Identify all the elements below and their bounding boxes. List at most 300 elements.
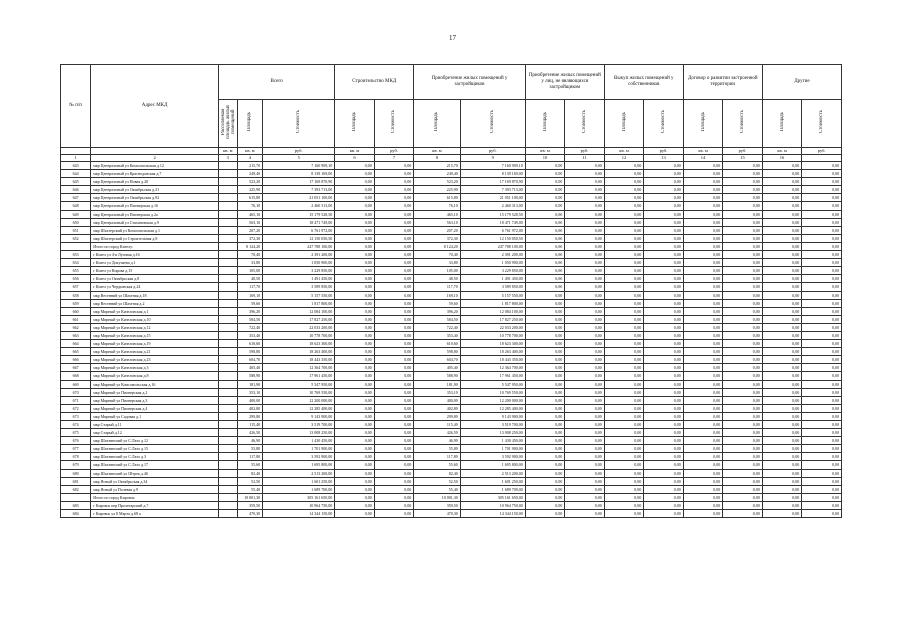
cell-developer-cost: 17 827 250,00 <box>460 315 525 323</box>
header-col-number: 13 <box>644 155 684 162</box>
header-sub-area: Площадь <box>683 100 723 148</box>
cell-zero-value: 0,00 <box>525 437 565 445</box>
cell-total-area: 588,90 <box>237 372 263 380</box>
cell-construction-area: 0,00 <box>335 356 375 364</box>
cell-construction-cost: 0,00 <box>374 372 414 380</box>
cell-address: мкр Центральный ул Краснодонская д.7 <box>91 170 219 178</box>
cell-zero-value: 0,00 <box>683 453 723 461</box>
cell-total-cost: 5 157 550,00 <box>263 291 335 299</box>
cell-row-no: 646 <box>61 186 91 194</box>
cell-zero-value: 0,00 <box>644 421 684 429</box>
cell-row-no: 673 <box>61 412 91 420</box>
cell-address: мкр Шахтерский ул Комсомольская д.1 <box>91 226 219 234</box>
cell-zero-value: 0,00 <box>802 356 842 364</box>
cell-total-cost: 3 229 850,00 <box>263 267 335 275</box>
cell-address: мкр Мирный ул Садовая д.1 <box>91 412 219 420</box>
cell-zero-value: 0,00 <box>723 340 763 348</box>
table-row <box>61 477 842 485</box>
table-row <box>61 372 842 380</box>
cell-zero-value: 0,00 <box>762 170 802 178</box>
cell-construction-cost: 0,00 <box>374 421 414 429</box>
table-row <box>61 299 842 307</box>
header-col-number <box>802 155 842 162</box>
cell-resettled-area <box>219 299 238 307</box>
cell-construction-area: 0,00 <box>335 380 375 388</box>
cell-row-no: 681 <box>61 477 91 485</box>
cell-zero-value: 0,00 <box>683 372 723 380</box>
cell-zero-value: 0,00 <box>565 501 605 509</box>
cell-construction-cost: 0,00 <box>374 283 414 291</box>
cell-zero-value: 0,00 <box>802 404 842 412</box>
cell-construction-area: 0,00 <box>335 291 375 299</box>
cell-zero-value: 0,00 <box>802 323 842 331</box>
cell-construction-area: 0,00 <box>335 437 375 445</box>
cell-resettled-area <box>219 218 238 226</box>
cell-zero-value: 0,00 <box>762 437 802 445</box>
cell-zero-value: 0,00 <box>644 380 684 388</box>
cell-row-no: 645 <box>61 178 91 186</box>
cell-address: мкр Центральный ул Новая д.20 <box>91 178 219 186</box>
cell-zero-value: 0,00 <box>723 331 763 339</box>
cell-developer-cost: 1 050 900,00 <box>460 259 525 267</box>
table-row <box>61 461 842 469</box>
cell-resettled-area <box>219 210 238 218</box>
cell-resettled-area <box>219 186 238 194</box>
cell-zero-value: 0,00 <box>683 510 723 518</box>
cell-zero-value: 0,00 <box>683 291 723 299</box>
cell-construction-area: 0,00 <box>335 186 375 194</box>
cell-developer-area: 169,10 <box>414 291 460 299</box>
cell-resettled-area <box>219 412 238 420</box>
cell-construction-area: 0,00 <box>335 234 375 242</box>
cell-zero-value: 0,00 <box>683 218 723 226</box>
cell-total-area: 169,10 <box>237 291 263 299</box>
cell-zero-value: 0,00 <box>762 291 802 299</box>
cell-row-no: 672 <box>61 404 91 412</box>
cell-row-no: 667 <box>61 364 91 372</box>
cell-total-area: 402,80 <box>237 404 263 412</box>
cell-zero-value: 0,00 <box>762 364 802 372</box>
cell-resettled-area <box>219 380 238 388</box>
cell-zero-value: 0,00 <box>723 267 763 275</box>
cell-developer-area: 115,40 <box>414 421 460 429</box>
header-unit: кв. м <box>525 148 565 155</box>
cell-developer-cost: 7 160 909,10 <box>460 162 525 170</box>
cell-address: мкр Мирный ул Кизеловская д.21 <box>91 348 219 356</box>
cell-zero-value: 0,00 <box>604 234 644 242</box>
cell-zero-value: 0,00 <box>644 202 684 210</box>
cell-resettled-area <box>219 445 238 453</box>
cell-zero-value: 0,00 <box>525 429 565 437</box>
cell-zero-value: 0,00 <box>762 421 802 429</box>
cell-zero-value: 0,00 <box>525 251 565 259</box>
cell-zero-value: 0,00 <box>762 331 802 339</box>
cell-zero-value: 0,00 <box>802 461 842 469</box>
cell-zero-value: 0,00 <box>604 299 644 307</box>
cell-zero-value: 0,00 <box>525 348 565 356</box>
cell-developer-area: 610,60 <box>414 340 460 348</box>
table-row <box>61 388 842 396</box>
cell-zero-value: 0,00 <box>565 461 605 469</box>
cell-construction-cost: 0,00 <box>374 396 414 404</box>
cell-zero-value: 0,00 <box>604 251 644 259</box>
header-unit-blank <box>91 148 219 155</box>
cell-construction-cost: 0,00 <box>374 162 414 170</box>
cell-zero-value: 0,00 <box>762 348 802 356</box>
cell-total-cost: 14 344 150,00 <box>263 510 335 518</box>
cell-zero-value: 0,00 <box>604 202 644 210</box>
cell-resettled-area <box>219 259 238 267</box>
cell-address: мкр Мирный ул Пионерская д.3 <box>91 396 219 404</box>
cell-developer-cost: 18 471 749,00 <box>460 218 525 226</box>
cell-resettled-area <box>219 275 238 283</box>
cell-zero-value: 0,00 <box>604 445 644 453</box>
cell-zero-value: 0,00 <box>644 170 684 178</box>
cell-total-cost: 2 513 200,00 <box>263 469 335 477</box>
header-unit: руб. <box>460 148 525 155</box>
cell-zero-value: 0,00 <box>565 210 605 218</box>
cell-zero-value: 0,00 <box>762 396 802 404</box>
cell-resettled-area <box>219 234 238 242</box>
cell-row-no <box>61 242 91 250</box>
table-row <box>61 421 842 429</box>
header-col-number: 1 <box>61 155 91 162</box>
cell-zero-value: 0,00 <box>565 315 605 323</box>
table-row <box>61 364 842 372</box>
table-row <box>61 331 842 339</box>
cell-row-no <box>61 493 91 501</box>
cell-construction-area: 0,00 <box>335 259 375 267</box>
header-col-number: 11 <box>565 155 605 162</box>
cell-resettled-area <box>219 242 238 250</box>
cell-resettled-area <box>219 364 238 372</box>
table-row <box>61 178 842 186</box>
cell-zero-value: 0,00 <box>762 251 802 259</box>
cell-developer-area: 400,00 <box>414 396 460 404</box>
cell-zero-value: 0,00 <box>604 242 644 250</box>
cell-developer-area: 523,20 <box>414 178 460 186</box>
cell-zero-value: 0,00 <box>525 469 565 477</box>
cell-row-no: 674 <box>61 421 91 429</box>
cell-total-area: 465,10 <box>237 210 263 218</box>
cell-zero-value: 0,00 <box>802 380 842 388</box>
cell-construction-cost: 0,00 <box>374 307 414 315</box>
cell-zero-value: 0,00 <box>525 315 565 323</box>
cell-construction-area: 0,00 <box>335 162 375 170</box>
cell-total-cost: 18 443 350,00 <box>263 356 335 364</box>
cell-address: г Кизел ул 4-я Луговая д.16 <box>91 251 219 259</box>
cell-zero-value: 0,00 <box>525 331 565 339</box>
table-row <box>61 445 842 453</box>
cell-zero-value: 0,00 <box>802 477 842 485</box>
cell-total-area: 207,20 <box>237 226 263 234</box>
cell-developer-area: 598,80 <box>414 348 460 356</box>
cell-zero-value: 0,00 <box>723 210 763 218</box>
header-unit: руб. <box>802 148 842 155</box>
cell-zero-value: 0,00 <box>644 210 684 218</box>
cell-zero-value: 0,00 <box>644 364 684 372</box>
cell-developer-area: 588,90 <box>414 372 460 380</box>
cell-zero-value: 0,00 <box>565 421 605 429</box>
cell-zero-value: 0,00 <box>723 348 763 356</box>
cell-resettled-area <box>219 323 238 331</box>
cell-developer-cost: 9 143 900,00 <box>460 412 525 420</box>
cell-zero-value: 0,00 <box>802 178 842 186</box>
header-unit: кв. м <box>219 148 238 155</box>
table-row <box>61 348 842 356</box>
cell-zero-value: 0,00 <box>644 429 684 437</box>
cell-zero-value: 0,00 <box>565 380 605 388</box>
header-group-other: Другие <box>762 65 841 100</box>
cell-zero-value: 0,00 <box>644 331 684 339</box>
cell-zero-value: 0,00 <box>565 404 605 412</box>
cell-zero-value: 0,00 <box>723 218 763 226</box>
table-row <box>61 340 842 348</box>
cell-total-cost: 7 160 909,10 <box>263 162 335 170</box>
cell-address: г Кизел ул Кирова д.15 <box>91 267 219 275</box>
cell-zero-value: 0,00 <box>604 372 644 380</box>
cell-total-cost: 1 701 900,00 <box>263 445 335 453</box>
cell-zero-value: 0,00 <box>723 323 763 331</box>
cell-zero-value: 0,00 <box>762 380 802 388</box>
cell-zero-value: 0,00 <box>723 162 763 170</box>
cell-row-no: 670 <box>61 388 91 396</box>
cell-row-no: 655 <box>61 267 91 275</box>
cell-developer-cost: 12 200 000,00 <box>460 396 525 404</box>
cell-zero-value: 0,00 <box>565 234 605 242</box>
cell-resettled-area <box>219 331 238 339</box>
cell-row-no: 671 <box>61 396 91 404</box>
cell-zero-value: 0,00 <box>723 202 763 210</box>
cell-zero-value: 0,00 <box>525 461 565 469</box>
table-row <box>61 453 842 461</box>
cell-developer-cost: 1 701 900,00 <box>460 445 525 453</box>
header-group-total: Всего <box>219 65 335 100</box>
table-row <box>61 202 842 210</box>
cell-zero-value: 0,00 <box>565 412 605 420</box>
cell-zero-value: 0,00 <box>802 275 842 283</box>
cell-zero-value: 0,00 <box>565 299 605 307</box>
cell-developer-area: 10 001,30 <box>414 493 460 501</box>
cell-total-area: 722,40 <box>237 323 263 331</box>
header-col-number: 12 <box>604 155 644 162</box>
cell-zero-value: 0,00 <box>723 396 763 404</box>
cell-total-area: 405,40 <box>237 364 263 372</box>
header-col-number: 5 <box>263 155 335 162</box>
cell-address: мкр Шахтерский ул Строительная д.8 <box>91 234 219 242</box>
cell-zero-value: 0,00 <box>723 469 763 477</box>
cell-zero-value: 0,00 <box>762 445 802 453</box>
cell-developer-cost: 18 263 400,00 <box>460 348 525 356</box>
cell-zero-value: 0,00 <box>723 453 763 461</box>
cell-developer-cost: 10 964 750,00 <box>460 501 525 509</box>
cell-total-cost: 18 623 300,00 <box>263 340 335 348</box>
cell-zero-value: 0,00 <box>565 226 605 234</box>
cell-resettled-area <box>219 178 238 186</box>
cell-zero-value: 0,00 <box>604 364 644 372</box>
cell-construction-cost: 0,00 <box>374 429 414 437</box>
cell-zero-value: 0,00 <box>525 202 565 210</box>
cell-total-cost: 9 143 900,00 <box>263 412 335 420</box>
cell-resettled-area <box>219 388 238 396</box>
cell-zero-value: 0,00 <box>723 242 763 250</box>
cell-resettled-area <box>219 348 238 356</box>
cell-address: мкр Шахтинский ул С.Лазо д.3 <box>91 453 219 461</box>
cell-zero-value: 0,00 <box>683 501 723 509</box>
cell-total-area: 70,40 <box>237 251 263 259</box>
cell-developer-cost: 3 592 900,00 <box>460 453 525 461</box>
cell-zero-value: 0,00 <box>644 477 684 485</box>
cell-zero-value: 0,00 <box>565 372 605 380</box>
cell-zero-value: 0,00 <box>604 210 644 218</box>
cell-construction-cost: 0,00 <box>374 501 414 509</box>
cell-construction-cost: 0,00 <box>374 356 414 364</box>
cell-zero-value: 0,00 <box>762 162 802 170</box>
cell-zero-value: 0,00 <box>525 283 565 291</box>
cell-zero-value: 0,00 <box>565 275 605 283</box>
cell-zero-value: 0,00 <box>525 178 565 186</box>
cell-construction-area: 0,00 <box>335 445 375 453</box>
table-row <box>61 275 842 283</box>
cell-zero-value: 0,00 <box>762 510 802 518</box>
cell-construction-cost: 0,00 <box>374 437 414 445</box>
cell-construction-cost: 0,00 <box>374 510 414 518</box>
header-unit: кв. м <box>414 148 460 155</box>
cell-developer-area: 48,50 <box>414 275 460 283</box>
cell-zero-value: 0,00 <box>604 283 644 291</box>
cell-construction-cost: 0,00 <box>374 477 414 485</box>
cell-zero-value: 0,00 <box>723 412 763 420</box>
cell-total-cost: 13 008 250,00 <box>263 429 335 437</box>
cell-zero-value: 0,00 <box>565 242 605 250</box>
cell-total-cost: 10 778 700,00 <box>263 331 335 339</box>
cell-zero-value: 0,00 <box>683 275 723 283</box>
cell-zero-value: 0,00 <box>525 291 565 299</box>
table-total-row <box>61 493 842 501</box>
cell-total-cost: 305 161 650,00 <box>263 493 335 501</box>
cell-row-no: 682 <box>61 485 91 493</box>
cell-zero-value: 0,00 <box>802 396 842 404</box>
cell-zero-value: 0,00 <box>604 194 644 202</box>
cell-zero-value: 0,00 <box>723 421 763 429</box>
cell-resettled-area <box>219 267 238 275</box>
cell-row-no: 653 <box>61 251 91 259</box>
cell-address: мкр Мирный ул Кизеловская д.10 <box>91 315 219 323</box>
cell-zero-value: 0,00 <box>565 437 605 445</box>
cell-zero-value: 0,00 <box>604 178 644 186</box>
cell-total-cost: 1 050 900,00 <box>263 259 335 267</box>
cell-developer-cost: 12 364 700,00 <box>460 364 525 372</box>
cell-zero-value: 0,00 <box>525 510 565 518</box>
cell-zero-value: 0,00 <box>762 388 802 396</box>
header-unit: кв. м <box>237 148 263 155</box>
header-unit: кв. м <box>604 148 644 155</box>
cell-total-area: 59,60 <box>237 299 263 307</box>
cell-resettled-area <box>219 501 238 509</box>
cell-zero-value: 0,00 <box>525 194 565 202</box>
cell-zero-value: 0,00 <box>565 251 605 259</box>
cell-row-no: 683 <box>61 501 91 509</box>
cell-zero-value: 0,00 <box>723 510 763 518</box>
cell-resettled-area <box>219 485 238 493</box>
cell-zero-value: 0,00 <box>683 202 723 210</box>
cell-zero-value: 0,00 <box>802 348 842 356</box>
cell-construction-cost: 0,00 <box>374 340 414 348</box>
cell-zero-value: 0,00 <box>762 372 802 380</box>
cell-zero-value: 0,00 <box>762 429 802 437</box>
cell-zero-value: 0,00 <box>525 307 565 315</box>
cell-construction-cost: 0,00 <box>374 380 414 388</box>
cell-developer-cost: 5 547 950,00 <box>460 380 525 388</box>
cell-zero-value: 0,00 <box>525 170 565 178</box>
cell-developer-cost: 2 391 200,00 <box>460 251 525 259</box>
table-row <box>61 429 842 437</box>
cell-address: мкр Мирный ул Комсомольская д.16 <box>91 380 219 388</box>
cell-zero-value: 0,00 <box>802 501 842 509</box>
cell-zero-value: 0,00 <box>802 453 842 461</box>
cell-zero-value: 0,00 <box>683 283 723 291</box>
cell-construction-cost: 0,00 <box>374 186 414 194</box>
table-row <box>61 510 842 518</box>
cell-zero-value: 0,00 <box>762 501 802 509</box>
cell-zero-value: 0,00 <box>723 364 763 372</box>
header-sub-cost: Стоимость <box>644 100 684 148</box>
cell-zero-value: 0,00 <box>723 493 763 501</box>
cell-construction-area: 0,00 <box>335 493 375 501</box>
cell-construction-cost: 0,00 <box>374 234 414 242</box>
cell-zero-value: 0,00 <box>525 299 565 307</box>
cell-zero-value: 0,00 <box>604 291 644 299</box>
cell-address: мкр Ясный ул Полевая д.9 <box>91 485 219 493</box>
cell-address: мкр Мирный ул Кизеловская д.1 <box>91 307 219 315</box>
cell-address: мкр Мирный ул Кизеловская д.15 <box>91 331 219 339</box>
cell-developer-area: 117,70 <box>414 283 460 291</box>
cell-total-area: 10 001,30 <box>237 493 263 501</box>
cell-row-no: 659 <box>61 299 91 307</box>
cell-construction-area: 0,00 <box>335 477 375 485</box>
cell-zero-value: 0,00 <box>525 210 565 218</box>
cell-developer-cost: 2 460 313,00 <box>460 202 525 210</box>
cell-zero-value: 0,00 <box>644 283 684 291</box>
cell-address: мкр Центральный ул Комсомольская д.12 <box>91 162 219 170</box>
cell-zero-value: 0,00 <box>723 380 763 388</box>
cell-row-no: 669 <box>61 380 91 388</box>
header-col-number: 15 <box>723 155 763 162</box>
cell-zero-value: 0,00 <box>802 315 842 323</box>
cell-zero-value: 0,00 <box>604 477 644 485</box>
cell-zero-value: 0,00 <box>683 356 723 364</box>
cell-zero-value: 0,00 <box>604 429 644 437</box>
cell-zero-value: 0,00 <box>723 259 763 267</box>
cell-zero-value: 0,00 <box>723 437 763 445</box>
table-row <box>61 323 842 331</box>
header-group-non-developer: Приобретение жилых помещений у лиц, не являющихся застройщиком <box>525 65 604 100</box>
cell-zero-value: 0,00 <box>683 388 723 396</box>
cell-zero-value: 0,00 <box>565 340 605 348</box>
cell-zero-value: 0,00 <box>604 501 644 509</box>
cell-developer-area: 470,30 <box>414 510 460 518</box>
cell-developer-area: 70,40 <box>414 251 460 259</box>
cell-resettled-area <box>219 194 238 202</box>
cell-zero-value: 0,00 <box>525 275 565 283</box>
cell-resettled-area <box>219 202 238 210</box>
cell-developer-area: 181,90 <box>414 380 460 388</box>
cell-zero-value: 0,00 <box>604 453 644 461</box>
cell-total-area: 372,30 <box>237 234 263 242</box>
cell-zero-value: 0,00 <box>604 307 644 315</box>
cell-zero-value: 0,00 <box>525 396 565 404</box>
cell-zero-value: 0,00 <box>525 485 565 493</box>
